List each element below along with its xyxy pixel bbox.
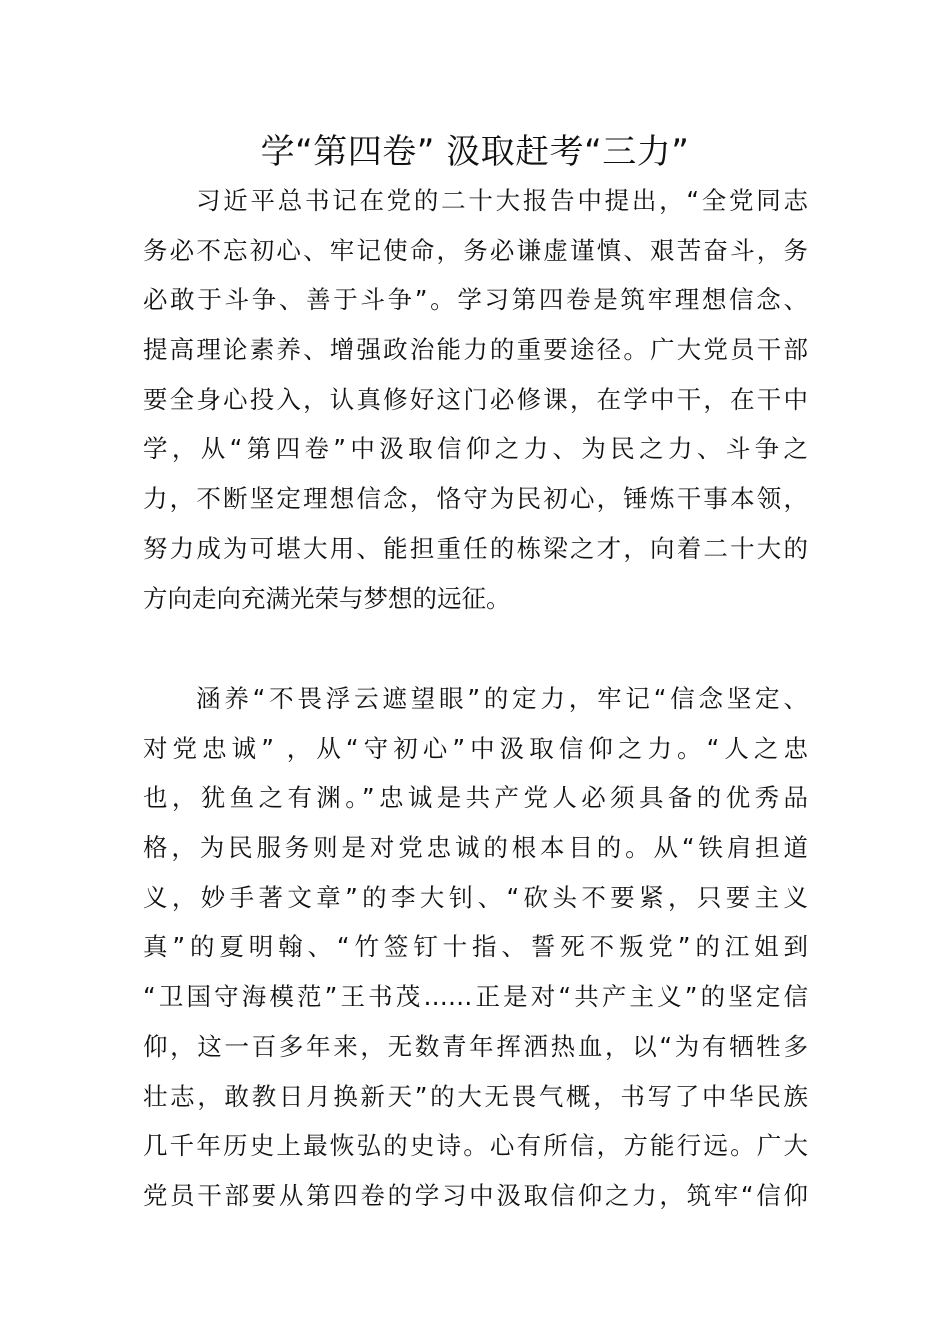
- text-line: 习近平总书记在党的二十大报告中提出，“全党同志: [196, 186, 808, 215]
- text-line: 学，从“第四卷”中汲取信仰之力、为民之力、斗争之: [143, 434, 808, 464]
- text-line: 要全身心投入，认真修好这门必修课，在学中干，在干中: [143, 384, 808, 414]
- text-line: 务必不忘初心、牢记使命，务必谦虚谨慎、艰苦奋斗，务: [143, 235, 808, 265]
- text-line: “卫国守海模范”王书茂……正是对“共产主义”的坚定信: [143, 982, 808, 1012]
- text-line: 仰，这一百多年来，无数青年挥洒热血，以“为有牺牲多: [143, 1031, 808, 1061]
- text-line: 党员干部要从第四卷的学习中汲取信仰之力，筑牢“信仰: [143, 1180, 808, 1210]
- text-line: 也，犹鱼之有渊。”忠诚是共产党人必须具备的优秀品: [143, 783, 808, 813]
- paragraph-2: [143, 674, 808, 1221]
- text-line: 几千年历史上最恢弘的史诗。心有所信，方能行远。广大: [143, 1131, 808, 1161]
- paragraph-1: [143, 176, 808, 623]
- text-line: 壮志，敢教日月换新天”的大无畏气概，书写了中华民族: [143, 1081, 808, 1111]
- text-line: 方向走向充满光荣与梦想的远征。: [143, 583, 511, 613]
- text-line: 对党忠诚” ，从“守初心”中汲取信仰之力。“人之忠: [143, 733, 808, 763]
- text-line: 义，妙手著文章”的李大钊、“砍头不要紧，只要主义: [143, 882, 808, 912]
- text-line: 涵养“不畏浮云遮望眼”的定力，牢记“信念坚定、: [196, 684, 808, 713]
- text-line: 力，不断坚定理想信念，恪守为民初心，锤炼干事本领，: [143, 484, 808, 514]
- text-line: 提高理论素养、增强政治能力的重要途径。广大党员干部: [143, 335, 808, 365]
- document-title: 学“第四卷” 汲取赶考“三力”: [260, 132, 690, 172]
- text-line: 格，为民服务则是对党忠诚的根本目的。从“铁肩担道: [143, 833, 808, 863]
- text-line: 真”的夏明翰、“竹签钉十指、誓死不叛党”的江姐到: [143, 932, 808, 962]
- text-line: 必敢于斗争、善于斗争”。学习第四卷是筑牢理想信念、: [143, 285, 808, 315]
- text-line: 努力成为可堪大用、能担重任的栋梁之才，向着二十大的: [143, 533, 808, 563]
